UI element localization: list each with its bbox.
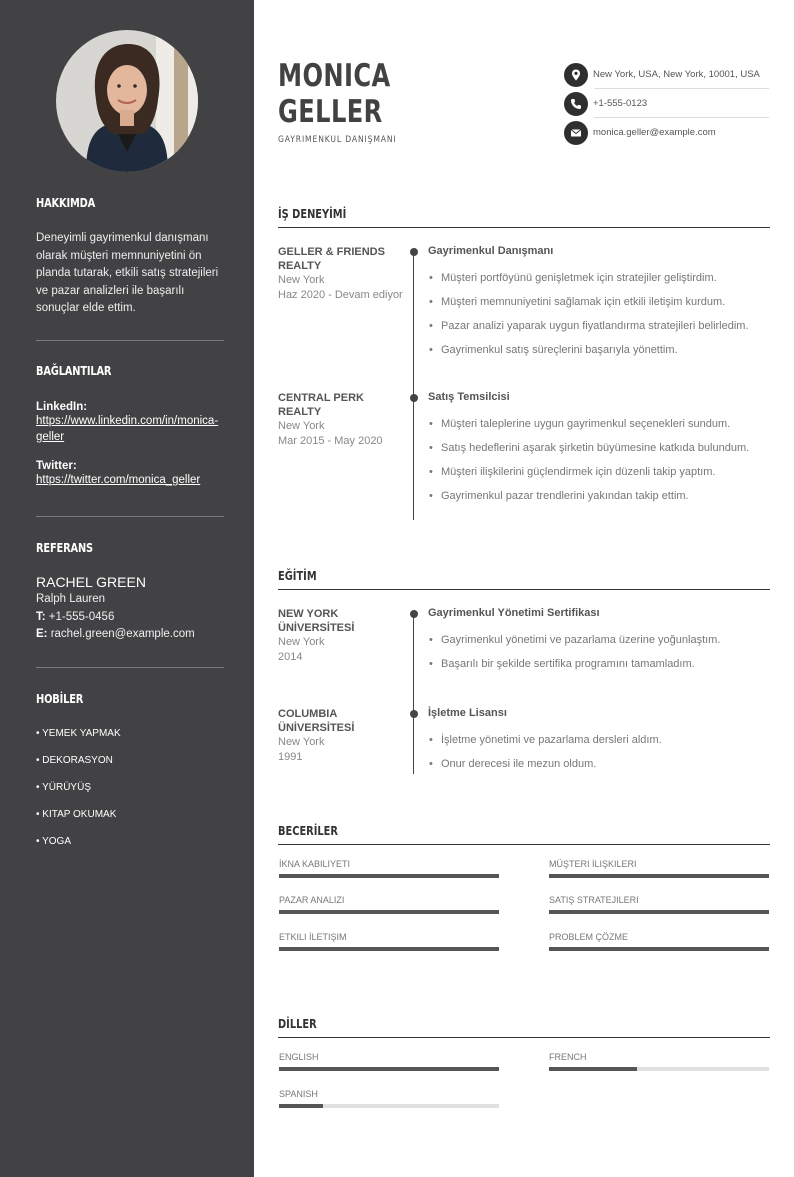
job-title: GAYRIMENKUL DANIŞMANI: [278, 135, 397, 145]
skill-track: [549, 947, 769, 951]
language-fill: [279, 1104, 323, 1108]
experience-2-bullets: [428, 416, 770, 512]
skill-track: [279, 910, 499, 914]
experience-title: İŞ DENEYİMİ: [278, 207, 347, 221]
skill-bar: [279, 932, 499, 951]
divider: [36, 340, 224, 341]
bullet-item: • Başarılı bir şekilde sertifika programını tamamladım.: [428, 656, 770, 672]
bullet-item: • Satış hedeflerini aşarak şirketin büyümesine katkıda bulundum.: [428, 440, 770, 456]
about-title: HAKKIMDA: [36, 196, 96, 210]
language-bar: [279, 1052, 499, 1071]
skill-label: SATIŞ STRATEJILERI: [549, 895, 639, 905]
hobby-item: • YÜRÜYÜŞ: [36, 782, 91, 793]
skill-bar: [549, 895, 769, 914]
links-title: BAĞLANTILAR: [36, 364, 112, 378]
section-rule: [278, 589, 770, 590]
timeline-dot: [410, 394, 418, 402]
about-text: Deneyimli gayrimenkul danışmanı olarak müşteri memnuniyetini ön planda tutarak, etkili satış stratejileri ve pazar analizleri ile başarılı sonuçlar elde ettim.: [36, 232, 219, 314]
hobby-item: • KITAP OKUMAK: [36, 809, 117, 820]
skills-title: BECERİLER: [278, 824, 338, 838]
entry-location: New York: [278, 736, 325, 748]
skill-fill: [549, 874, 769, 878]
divider: [36, 516, 224, 517]
entry-location: New York: [278, 274, 325, 286]
bullet-item: • İşletme yönetimi ve pazarlama dersleri aldım.: [428, 732, 770, 748]
skill-label: ETKILI İLETIŞIM: [279, 932, 347, 942]
sidebar: [0, 0, 254, 1177]
section-rule: [278, 227, 770, 228]
bullet-item: • Gayrimenkul satış süreçlerini başarıyla yönettim.: [428, 342, 770, 358]
experience-entry-2-meta: [278, 391, 403, 448]
phone-icon: [564, 92, 588, 116]
entry-location: New York: [278, 420, 325, 432]
reference-title: REFERANS: [36, 541, 93, 555]
reference-phone-label: T:: [36, 611, 46, 623]
organization-name: NEW YORK ÜNİVERSİTESİ: [278, 608, 355, 634]
reference-phone: [36, 609, 224, 626]
role-title: Satış Temsilcisi: [428, 391, 510, 403]
education-title: EĞİTİM: [278, 569, 317, 583]
entry-dates: 1991: [278, 750, 303, 763]
hobbies-section: [36, 692, 224, 862]
entry-dates: 2014: [278, 650, 303, 663]
links-section: [36, 364, 224, 488]
reference-phone-value: +1-555-0456: [48, 611, 115, 623]
reference-company: Ralph Lauren: [36, 593, 106, 605]
about-section: [36, 196, 224, 318]
languages-title: DİLLER: [278, 1017, 317, 1031]
linkedin-link[interactable]: https://www.linkedin.com/in/monica-geller: [36, 415, 219, 443]
experience-timeline: [413, 252, 414, 520]
skill-fill: [549, 947, 769, 951]
twitter-link-block: [36, 460, 224, 488]
person-name: [278, 58, 391, 130]
section-rule: [278, 844, 770, 845]
bullet-item: • Gayrimenkul pazar trendlerini yakından takip ettim.: [428, 488, 770, 504]
education-timeline: [413, 614, 414, 774]
skill-fill: [279, 874, 499, 878]
experience-1-bullets: [428, 270, 770, 366]
contact-email: [564, 118, 769, 147]
experience-entry-1-meta: [278, 245, 403, 302]
hobbies-list: [36, 727, 224, 862]
divider: [36, 667, 224, 668]
skill-bar: [549, 932, 769, 951]
bullet-item: • Müşteri portföyünü genişletmek için stratejiler geliştirdim.: [428, 270, 770, 286]
role-title: İşletme Lisansı: [428, 707, 507, 719]
language-label: ENGLISH: [279, 1052, 319, 1062]
language-bar: [279, 1089, 499, 1108]
entry-dates: Mar 2015 - May 2020: [278, 434, 383, 447]
reference-email-value: rachel.green@example.com: [50, 628, 195, 640]
twitter-label: Twitter:: [36, 460, 77, 472]
reference-section: [36, 541, 224, 643]
entry-dates: Haz 2020 - Devam ediyor: [278, 288, 403, 301]
skill-fill: [279, 947, 499, 951]
skill-track: [279, 947, 499, 951]
bullet-item: • Müşteri taleplerine uygun gayrimenkul seçenekleri sundum.: [428, 416, 770, 432]
skill-label: PROBLEM ÇÖZME: [549, 932, 629, 942]
skill-track: [279, 874, 499, 878]
twitter-link[interactable]: https://twitter.com/monica_geller: [36, 474, 201, 486]
skill-bar: [549, 859, 769, 878]
first-name: MONICA: [278, 58, 391, 94]
education-entry-1-meta: [278, 607, 403, 664]
education-2-bullets: [428, 732, 770, 780]
skill-track: [549, 874, 769, 878]
skill-fill: [279, 910, 499, 914]
address-text: New York, USA, New York, 10001, USA: [593, 69, 760, 80]
last-name: GELLER: [278, 94, 383, 130]
timeline-dot: [410, 710, 418, 718]
section-rule: [278, 1037, 770, 1038]
hobby-item: • YOGA: [36, 836, 71, 847]
language-bar: [549, 1052, 769, 1071]
skill-label: İKNA KABILIYETI: [279, 859, 351, 869]
bullet-item: • Pazar analizi yaparak uygun fiyatlandırma stratejileri belirledim.: [428, 318, 770, 334]
location-pin-icon: [564, 63, 588, 87]
email-text: monica.geller@example.com: [593, 127, 716, 138]
skill-label: MÜŞTERI İLIŞKILERI: [549, 859, 637, 869]
phone-text: +1-555-0123: [593, 98, 648, 109]
skill-label: PAZAR ANALIZI: [279, 895, 345, 905]
language-fill: [279, 1067, 499, 1071]
hobby-item: • DEKORASYON: [36, 755, 113, 766]
language-fill: [549, 1067, 637, 1071]
profile-photo: [56, 30, 198, 172]
contact-address: [564, 60, 769, 89]
language-track: [279, 1067, 499, 1071]
bullet-item: • Müşteri ilişkilerini güçlendirmek için düzenli takip yaptım.: [428, 464, 770, 480]
organization-name: GELLER & FRIENDS REALTY: [278, 246, 385, 272]
entry-location: New York: [278, 636, 325, 648]
timeline-dot: [410, 610, 418, 618]
language-track: [549, 1067, 769, 1071]
skill-fill: [549, 910, 769, 914]
skill-bar: [279, 895, 499, 914]
hobby-item: • YEMEK YAPMAK: [36, 728, 121, 739]
linkedin-label: LinkedIn:: [36, 401, 88, 413]
timeline-dot: [410, 248, 418, 256]
mail-icon: [564, 121, 588, 145]
contact-phone: [564, 89, 769, 118]
language-track: [279, 1104, 499, 1108]
role-title: Gayrimenkul Yönetimi Sertifikası: [428, 607, 600, 619]
bullet-item: • Onur derecesi ile mezun oldum.: [428, 756, 770, 772]
bullet-item: • Müşteri memnuniyetini sağlamak için etkili iletişim kurdum.: [428, 294, 770, 310]
reference-email: [36, 626, 224, 643]
language-label: FRENCH: [549, 1052, 587, 1062]
organization-name: COLUMBIA ÜNİVERSİTESİ: [278, 708, 355, 734]
language-label: SPANISH: [279, 1089, 318, 1099]
education-1-bullets: [428, 632, 770, 680]
reference-name: RACHEL GREEN: [36, 574, 146, 590]
reference-email-label: E:: [36, 628, 48, 640]
education-entry-2-meta: [278, 707, 403, 764]
role-title: Gayrimenkul Danışmanı: [428, 245, 554, 257]
linkedin-link-block: [36, 401, 224, 445]
hobbies-title: HOBİLER: [36, 692, 84, 706]
skill-track: [549, 910, 769, 914]
bullet-item: • Gayrimenkul yönetimi ve pazarlama üzerine yoğunlaştım.: [428, 632, 770, 648]
skill-bar: [279, 859, 499, 878]
organization-name: CENTRAL PERK REALTY: [278, 392, 364, 418]
